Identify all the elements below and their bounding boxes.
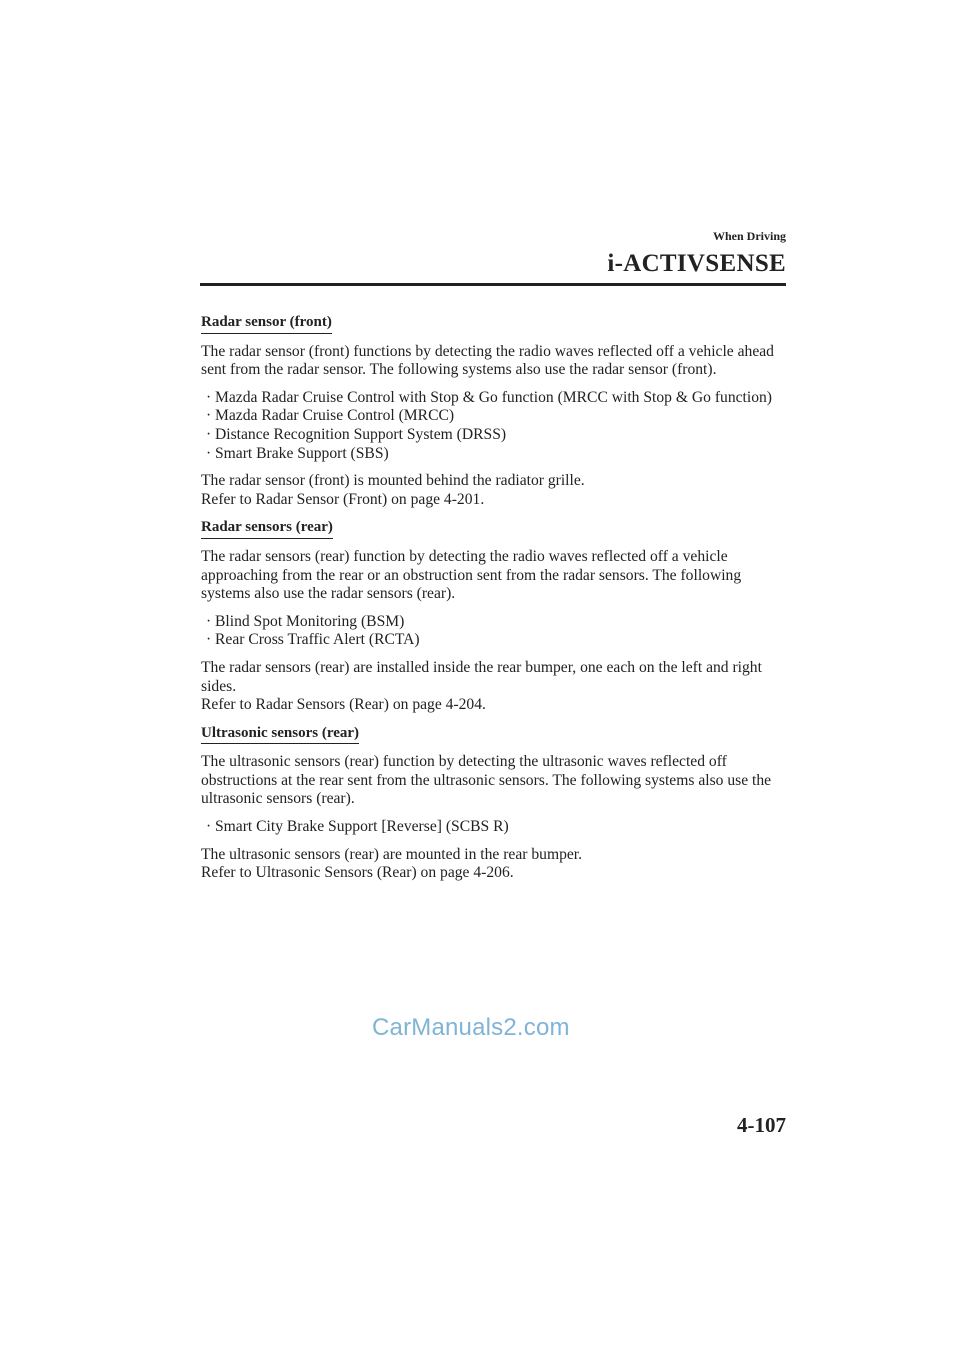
watermark-link[interactable]: CarManuals2.com xyxy=(372,1014,570,1041)
header-divider xyxy=(200,283,786,286)
section-notes xyxy=(201,846,791,883)
section-intro: The radar sensor (front) functions by detecting the radio waves reflected off a vehicle ahead sent from the radar sensor. The following systems also use the radar sensor (front). xyxy=(201,342,774,379)
section-notes xyxy=(201,659,791,715)
mounting-note: The radar sensors (rear) are installed inside the rear bumper, one each on the left and right sides. xyxy=(201,658,762,695)
page-reference: Refer to Ultrasonic Sensors (Rear) on page 4-206. xyxy=(201,864,514,882)
page-content xyxy=(201,313,791,892)
section-heading: Radar sensors (rear) xyxy=(201,518,333,539)
system-list xyxy=(201,818,791,837)
list-item: · Mazda Radar Cruise Control (MRCC) xyxy=(210,407,791,426)
list-item: · Rear Cross Traffic Alert (RCTA) xyxy=(210,631,791,650)
section-intro: The radar sensors (rear) function by detecting the radio waves reflected off a vehicle approaching from the rear or an obstruction sent from the radar sensors. The following systems also use the radar sensors (rear). xyxy=(201,547,742,603)
page-header xyxy=(200,229,786,286)
list-item: · Mazda Radar Cruise Control with Stop & Go function (MRCC with Stop & Go function) xyxy=(210,389,791,408)
section-intro: The ultrasonic sensors (rear) function by detecting the ultrasonic waves reflected off obstructions at the rear sent from the ultrasonic sensors. The following systems also use the ultrasonic sensors (rear). xyxy=(201,753,772,808)
section-heading: Radar sensor (front) xyxy=(201,313,332,334)
section-radar-rear xyxy=(201,518,791,714)
system-list xyxy=(201,613,791,650)
page-number: 4-107 xyxy=(737,1113,786,1137)
page-reference: Refer to Radar Sensors (Rear) on page 4-204. xyxy=(201,696,486,714)
chapter-title: i-ACTIVSENSE xyxy=(607,250,786,277)
list-item: · Distance Recognition Support System (DRSS) xyxy=(210,426,791,445)
section-radar-front xyxy=(201,313,791,509)
list-item: · Smart City Brake Support [Reverse] (SCBS R) xyxy=(210,818,791,837)
system-list xyxy=(201,389,791,463)
page-reference: Refer to Radar Sensor (Front) on page 4-201. xyxy=(201,490,485,508)
section-heading: Ultrasonic sensors (rear) xyxy=(201,724,359,745)
list-item: · Smart Brake Support (SBS) xyxy=(210,445,791,464)
section-notes xyxy=(201,472,791,509)
mounting-note: The radar sensor (front) is mounted behind the radiator grille. xyxy=(201,472,585,490)
mounting-note: The ultrasonic sensors (rear) are mounted in the rear bumper. xyxy=(201,845,583,863)
list-item: · Blind Spot Monitoring (BSM) xyxy=(210,613,791,632)
section-ultrasonic-rear xyxy=(201,724,791,883)
section-title: When Driving xyxy=(712,229,786,243)
